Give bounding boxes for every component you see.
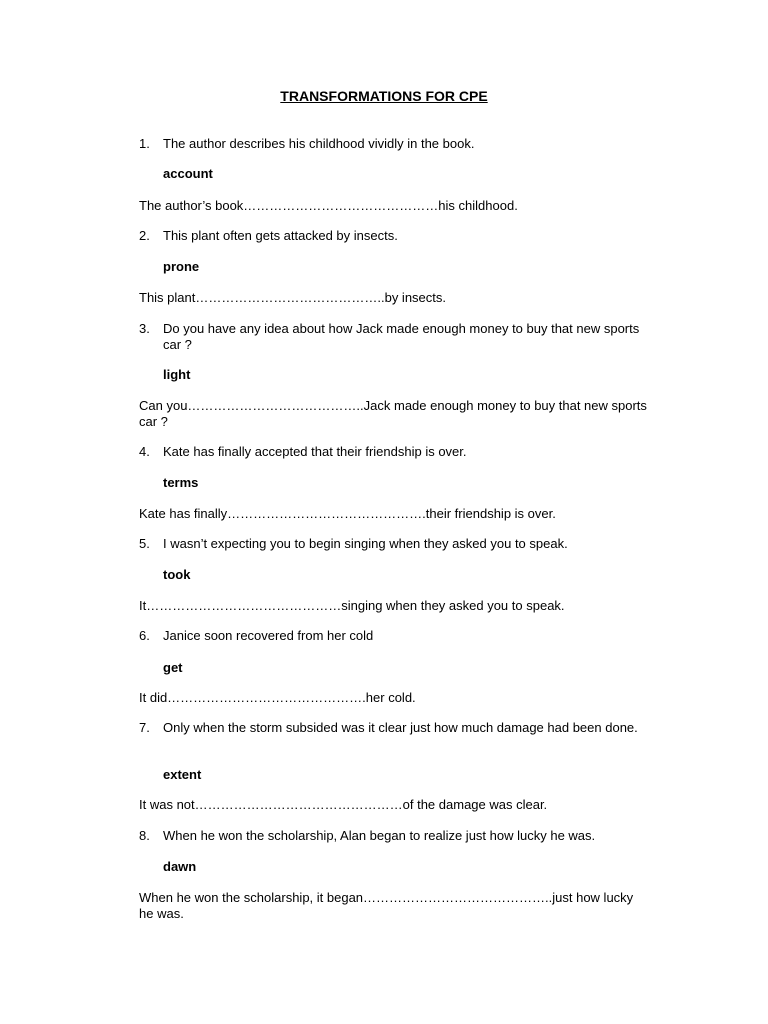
item-answer: Kate has finally……………………………………….their friendship is over.: [139, 506, 556, 521]
item-keyword: took: [163, 567, 191, 582]
document-title: TRANSFORMATIONS FOR CPE: [280, 88, 488, 104]
item-sentence: Only when the storm subsided was it clear just how much damage had been done.: [163, 720, 638, 735]
item-sentence: Kate has finally accepted that their friendship is over.: [163, 444, 467, 459]
item-answer: It did……………………………………….her cold.: [139, 690, 416, 705]
item-keyword: light: [163, 367, 191, 382]
item-keyword: dawn: [163, 859, 197, 874]
item-keyword: terms: [163, 475, 199, 490]
item-sentence: This plant often gets attacked by insects.: [163, 228, 398, 243]
item-number: 4.: [139, 444, 150, 459]
item-number: 6.: [139, 628, 150, 643]
item-number: 3.: [139, 321, 150, 336]
item-number: 1.: [139, 136, 150, 151]
item-keyword: get: [163, 660, 183, 675]
item-answer: It………………………………………singing when they asked you to speak.: [139, 598, 565, 613]
item-sentence: Do you have any idea about how Jack made enough money to buy that new sports car ?: [163, 321, 640, 352]
item-answer: This plant……………………………………..by insects.: [139, 290, 446, 305]
item-keyword: prone: [163, 259, 200, 274]
item-answer: Can you…………………………………..Jack made enough money to buy that new sports car ?: [139, 398, 647, 429]
item-sentence: When he won the scholarship, Alan began to realize just how lucky he was.: [163, 828, 596, 843]
item-sentence: Janice soon recovered from her cold: [163, 628, 374, 643]
item-number: 7.: [139, 720, 150, 735]
item-keyword: extent: [163, 767, 202, 782]
item-answer: When he won the scholarship, it began……………………………………..just how lucky he was.: [139, 890, 634, 921]
item-answer: The author’s book………………………………………his childhood.: [139, 198, 518, 213]
item-number: 5.: [139, 536, 150, 551]
item-answer: It was not…………………………………………of the damage was clear.: [139, 797, 548, 812]
item-number: 2.: [139, 228, 150, 243]
item-sentence: The author describes his childhood vividly in the book.: [163, 136, 475, 151]
item-number: 8.: [139, 828, 150, 843]
item-keyword: account: [163, 166, 213, 181]
item-sentence: I wasn’t expecting you to begin singing when they asked you to speak.: [163, 536, 568, 551]
